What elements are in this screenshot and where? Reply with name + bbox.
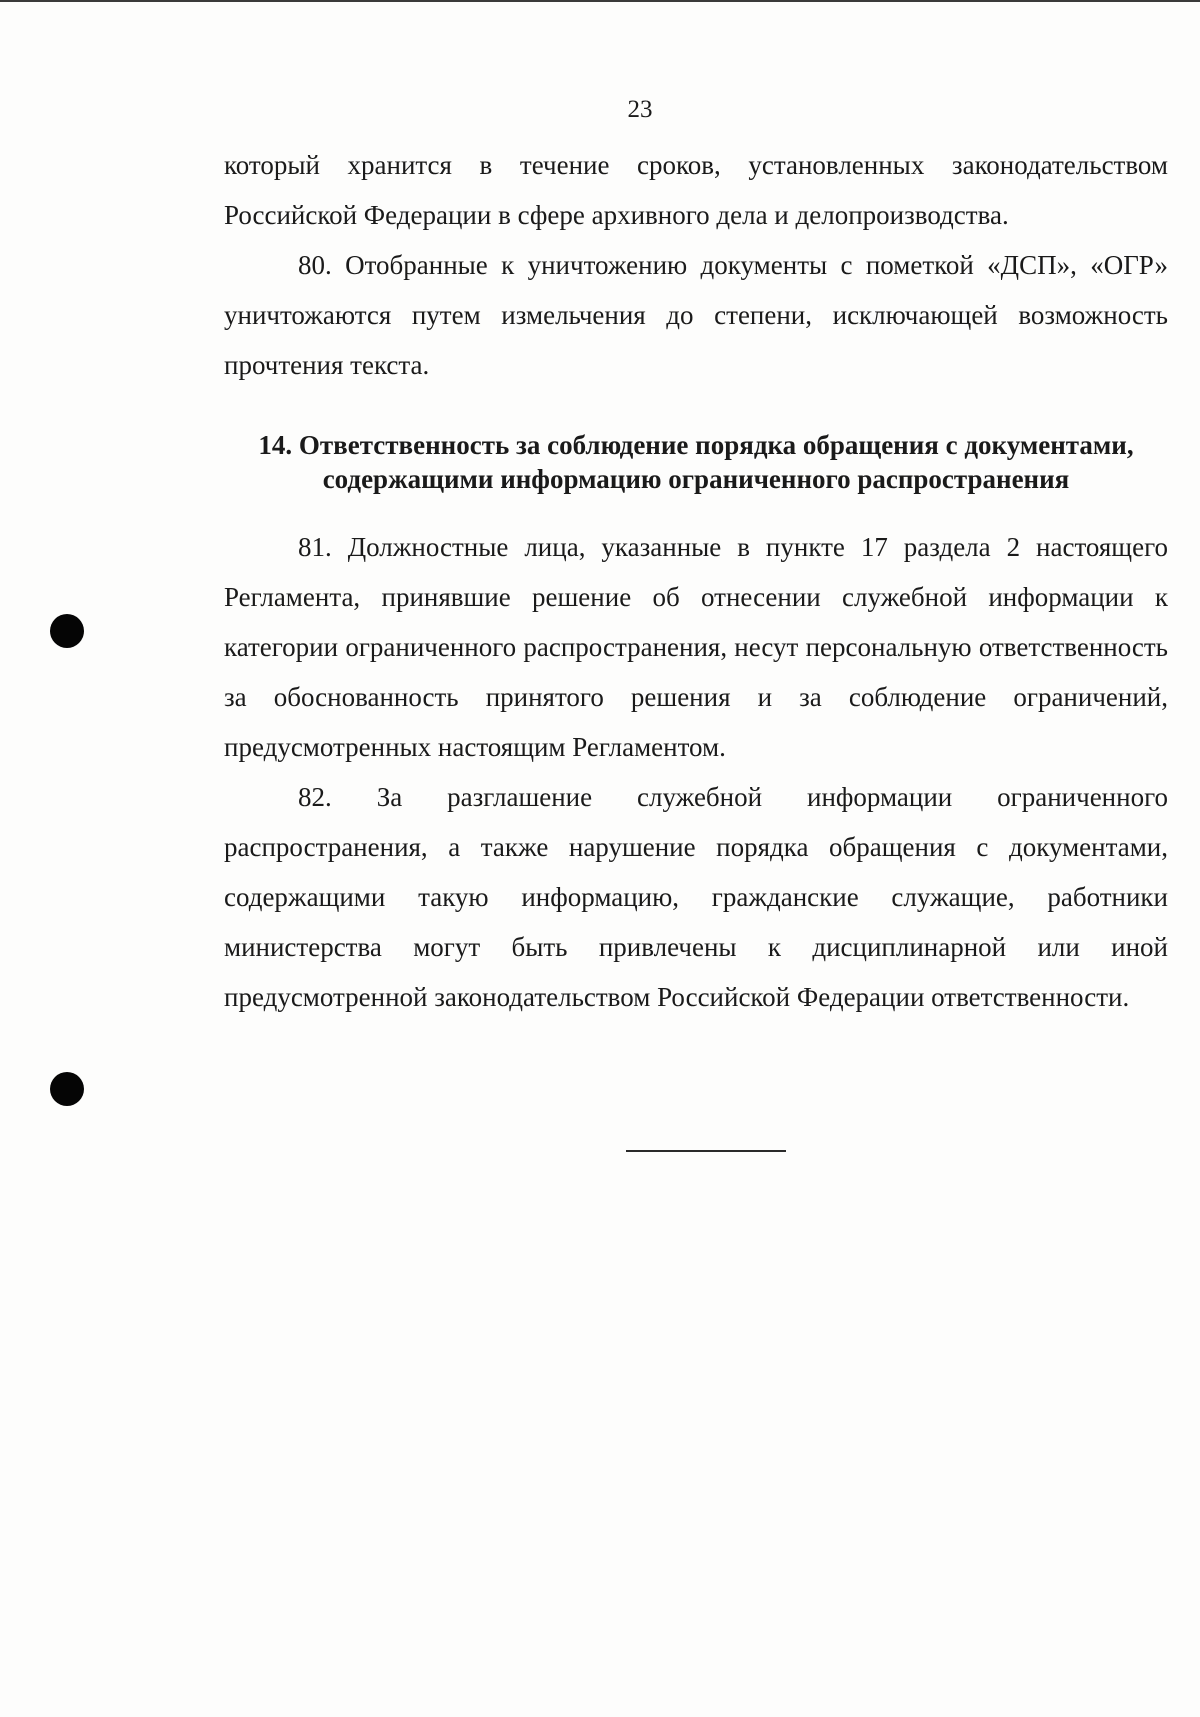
section-14-heading-line-1: 14. Ответственность за соблюдение порядка обращения с документами, bbox=[258, 430, 1134, 460]
page-number: 23 bbox=[627, 96, 653, 123]
scan-top-edge bbox=[0, 0, 1200, 2]
document-body bbox=[224, 140, 1168, 1022]
continuation-paragraph: который хранится в течение сроков, установленных законодательством Российской Федерации в сфере архивного дела и делопроизводства. bbox=[224, 150, 1168, 230]
end-of-text-rule bbox=[626, 1150, 786, 1152]
paragraph-81: 81. Должностные лица, указанные в пункте 17 раздела 2 настоящего Регламента, принявшие решение об отнесении служебной информации к категории ограниченного распространения, несут персональную ответственность за обоснованность принятого решения и за соблюдение ограничений, предусмотренных настоящим Регламентом. bbox=[224, 532, 1168, 762]
paragraph-80: 80. Отобранные к уничтожению документы с пометкой «ДСП», «ОГР» уничтожаются путем измельчения до степени, исключающей возможность прочтения текста. bbox=[224, 250, 1168, 380]
section-14-heading-line-2: содержащими информацию ограниченного распространения bbox=[322, 464, 1070, 494]
punch-hole-bottom bbox=[50, 1072, 84, 1106]
punch-hole-top bbox=[50, 614, 84, 648]
paragraph-82: 82. За разглашение служебной информации ограниченного распространения, а также нарушение порядка обращения с документами, содержащими такую информацию, гражданские служащие, работники министерства могут быть привлечены к дисциплинарной или иной предусмотренной законодательством Российской Федерации ответственности. bbox=[224, 782, 1168, 1012]
section-14-heading bbox=[224, 428, 1168, 496]
